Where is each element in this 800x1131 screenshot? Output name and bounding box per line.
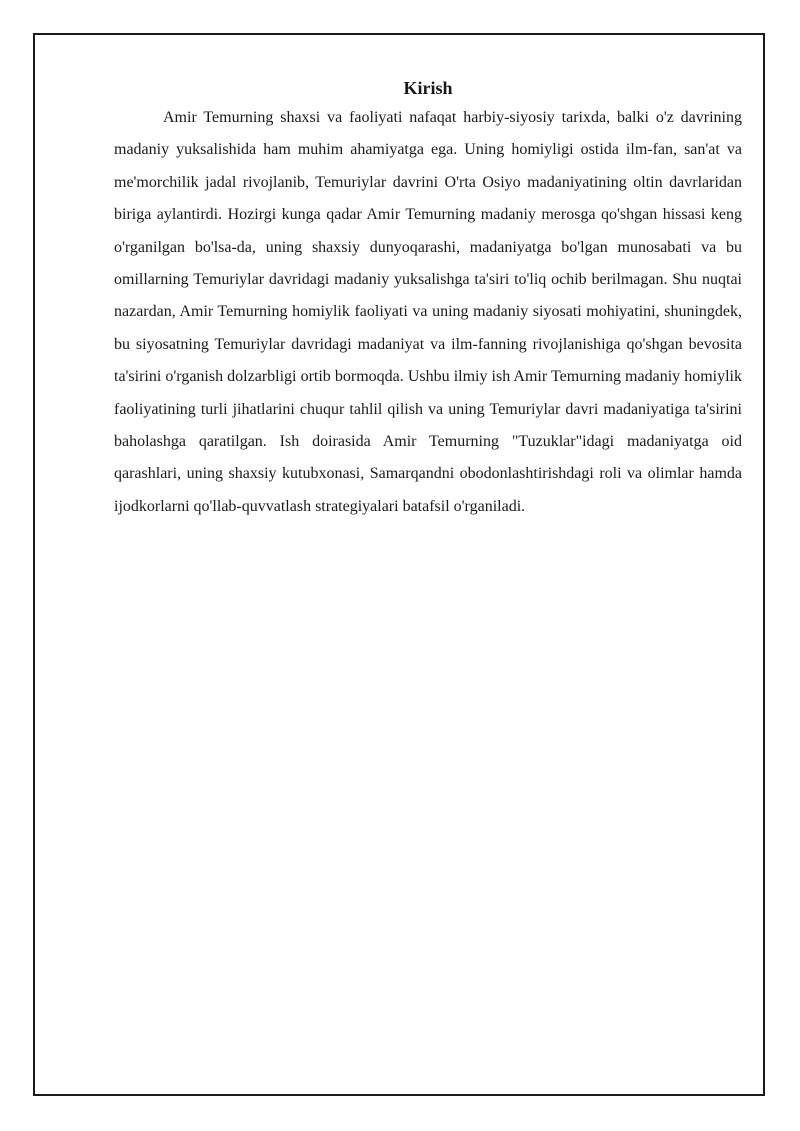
document-body [114,74,742,523]
section-title: Kirish [403,78,453,98]
intro-paragraph: Amir Temurning shaxsi va faoliyati nafaqat harbiy-siyosiy tarixda, balki o'z davrining madaniy yuksalishida ham muhim ahamiyatga ega. Uning homiyligi ostida ilm-fan, san'at va me'morchilik jadal rivojlanib, Temuriylar davrini O'rta Osiyo madaniyatining oltin davrlaridan biriga aylantirdi. Hozirgi kunga qadar Amir Temurning madaniy merosga qo'shgan hissasi keng o'rganilgan bo'lsa-da, uning shaxsiy dunyoqarashi, madaniyatga bo'lgan munosabati va bu omillarning Temuriylar davridagi madaniy yuksalishga ta'siri to'liq ochib berilmagan. Shu nuqtai nazardan, Amir Temurning homiylik faoliyati va uning madaniy siyosati mohiyatini, shuningdek, bu siyosatning Temuriylar davridagi madaniyat va ilm-fanning rivojlanishiga qo'shgan bevosita ta'sirini o'rganish dolzarbligi ortib bormoqda. Ushbu ilmiy ish Amir Temurning madaniy homiylik faoliyatining turli jihatlarini chuqur tahlil qilish va uning Temuriylar davri madaniyatiga ta'sirini baholashga qaratilgan. Ish doirasida Amir Temurning "Tuzuklar"idagi madaniyatga oid qarashlari, uning shaxsiy kutubxonasi, Samarqandni obodonlashtirishdagi roli va olimlar hamda ijodkorlarni qo'llab-quvvatlash strategiyalari batafsil o'rganiladi. [114,109,742,515]
